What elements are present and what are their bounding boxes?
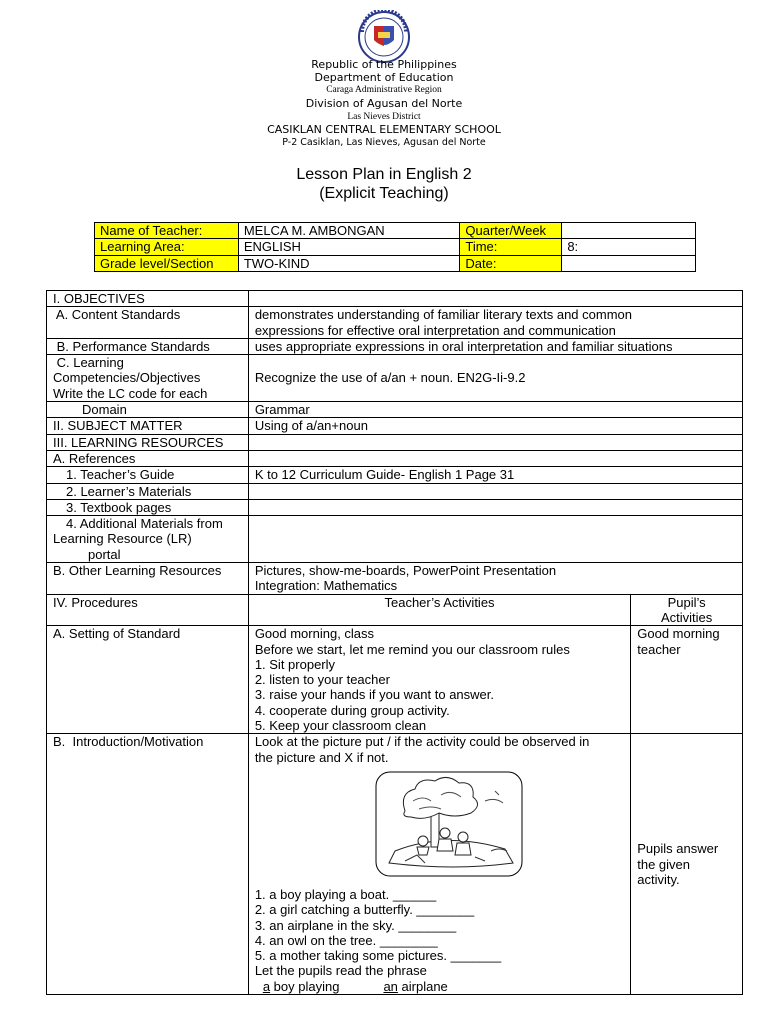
lesson-subtitle: (Explicit Teaching) (319, 185, 449, 202)
intro-item: 1. a boy playing a boat. ______ (254, 886, 437, 902)
content-standards-text: demonstrates understanding of familiar literary texts and common (254, 307, 632, 323)
integration-text: Integration: Mathematics (254, 578, 398, 594)
domain-label: Domain (47, 402, 249, 418)
additional-materials-label-3: portal (88, 546, 121, 562)
intro-item: 3. an airplane in the sky. ________ (254, 917, 457, 933)
intro-pupil-response-2: the given (637, 856, 691, 872)
setting-line: 5. Keep your classroom clean (254, 718, 427, 734)
table-row (47, 626, 743, 734)
other-resources-text: Pictures, show-me-boards, PowerPoint Presentation (254, 563, 557, 579)
intro-pupil-response: Pupils answer (637, 841, 719, 857)
subject-matter-label: II. SUBJECT MATTER (47, 418, 249, 434)
setting-line: 3. raise your hands if you want to answer. (254, 687, 494, 703)
table-row (47, 483, 743, 499)
competency-text: Recognize the use of a/an + noun. EN2G-Ii-9.2 (254, 370, 526, 386)
setting-line: Good morning, class (254, 626, 375, 642)
intro-item: 5. a mother taking some pictures. _______ (254, 948, 502, 964)
references-label: A. References (47, 450, 249, 466)
content-standards-label: A. Content Standards (47, 307, 249, 339)
school-address: P-2 Casiklan, Las Nieves, Agusan del Norte (282, 137, 486, 148)
table-row (47, 338, 743, 354)
department-line: Department of Education (314, 71, 454, 84)
intro-item: 2. a girl catching a butterfly. ________ (254, 902, 475, 918)
table-row (47, 450, 743, 466)
table-row (47, 594, 743, 626)
competencies-label-3: Write the LC code for each (53, 385, 208, 401)
learners-materials-label: 2. Learner’s Materials (47, 483, 249, 499)
setting-line: 1. Sit properly (254, 656, 336, 672)
table-row (47, 418, 743, 434)
table-row (47, 434, 743, 450)
lesson-plan-table (46, 290, 743, 995)
textbook-pages-label: 3. Textbook pages (47, 499, 249, 515)
grade-label: Grade level/Section (95, 255, 239, 271)
subject-matter-value: Using of a/an+noun (248, 418, 742, 434)
table-row (47, 734, 743, 995)
content-standards-text-2: expressions for effective oral interpretation and communication (254, 322, 616, 338)
time-label: Time: (460, 239, 562, 255)
performance-standards-text: uses appropriate expressions in oral interpretation and familiar situations (248, 338, 742, 354)
quarter-label: Quarter/Week (460, 223, 562, 239)
phrase-a-rest: boy playing (270, 978, 340, 994)
domain-value: Grammar (248, 402, 742, 418)
objectives-heading: I. OBJECTIVES (47, 291, 249, 307)
teachers-activities-heading: Teacher’s Activities (248, 594, 630, 626)
setting-pupil-response-2: teacher (637, 641, 681, 657)
region-line: Caraga Administrative Region (326, 85, 442, 95)
phrase-an-rest: airplane (397, 978, 448, 994)
setting-line: 2. listen to your teacher (254, 672, 390, 688)
teacher-label: Name of Teacher: (95, 223, 239, 239)
table-row (47, 355, 743, 402)
table-row (47, 516, 743, 563)
pupils-activities-heading: Pupil’s (667, 594, 706, 610)
republic-line: Republic of the Philippines (311, 58, 457, 71)
district-line: Las Nieves District (347, 112, 421, 122)
setting-standard-label: A. Setting of Standard (47, 626, 249, 734)
intro-instruction: Look at the picture put / if the activity could be observed in (254, 734, 590, 750)
teacher-info-table (94, 222, 696, 272)
performance-standards-label: B. Performance Standards (47, 338, 249, 354)
quarter-value (562, 223, 696, 239)
table-row (47, 499, 743, 515)
learning-resources-heading: III. LEARNING RESOURCES (47, 434, 249, 450)
setting-line: Before we start, let me remind you our classroom rules (254, 641, 570, 657)
table-row (47, 563, 743, 595)
additional-materials-label-2: Learning Resource (LR) (53, 531, 192, 547)
article-an: an (383, 978, 398, 994)
introduction-label: B. Introduction/Motivation (47, 734, 249, 995)
time-value: 8: (562, 239, 696, 255)
other-resources-label: B. Other Learning Resources (47, 563, 249, 595)
intro-item: Let the pupils read the phrase (254, 963, 427, 979)
competencies-label: C. Learning (53, 355, 124, 371)
date-label: Date: (460, 255, 562, 271)
table-row (47, 467, 743, 483)
date-value (562, 255, 696, 271)
teacher-name: MELCA M. AMBONGAN (238, 223, 460, 239)
setting-line: 4. cooperate during group activity. (254, 702, 450, 718)
article-a: a (262, 978, 271, 994)
area-label: Learning Area: (95, 239, 239, 255)
phrase-examples (255, 979, 624, 994)
pupils-activities-heading-2: Activities (660, 609, 713, 625)
setting-pupil-response: Good morning (637, 626, 720, 642)
teachers-guide-value: K to 12 Curriculum Guide- English 1 Page 31 (248, 467, 742, 483)
picnic-picture (375, 771, 523, 877)
division-line: Division of Agusan del Norte (305, 97, 463, 110)
teachers-guide-label: 1. Teacher’s Guide (47, 467, 249, 483)
table-row (47, 402, 743, 418)
intro-instruction-2: the picture and X if not. (254, 749, 389, 765)
deped-seal-logo (352, 10, 416, 64)
competencies-label-2: Competencies/Objectives (53, 370, 201, 386)
area-value: ENGLISH (238, 239, 460, 255)
table-row (47, 291, 743, 307)
grade-value: TWO-KIND (238, 255, 460, 271)
lesson-title: Lesson Plan in English 2 (296, 166, 472, 183)
procedures-heading: IV. Procedures (47, 594, 249, 626)
additional-materials-label: 4. Additional Materials from (66, 516, 223, 532)
intro-pupil-response-3: activity. (637, 871, 680, 887)
intro-item: 4. an owl on the tree. ________ (254, 932, 438, 948)
school-name: CASIKLAN CENTRAL ELEMENTARY SCHOOL (267, 123, 501, 136)
table-row (47, 307, 743, 339)
